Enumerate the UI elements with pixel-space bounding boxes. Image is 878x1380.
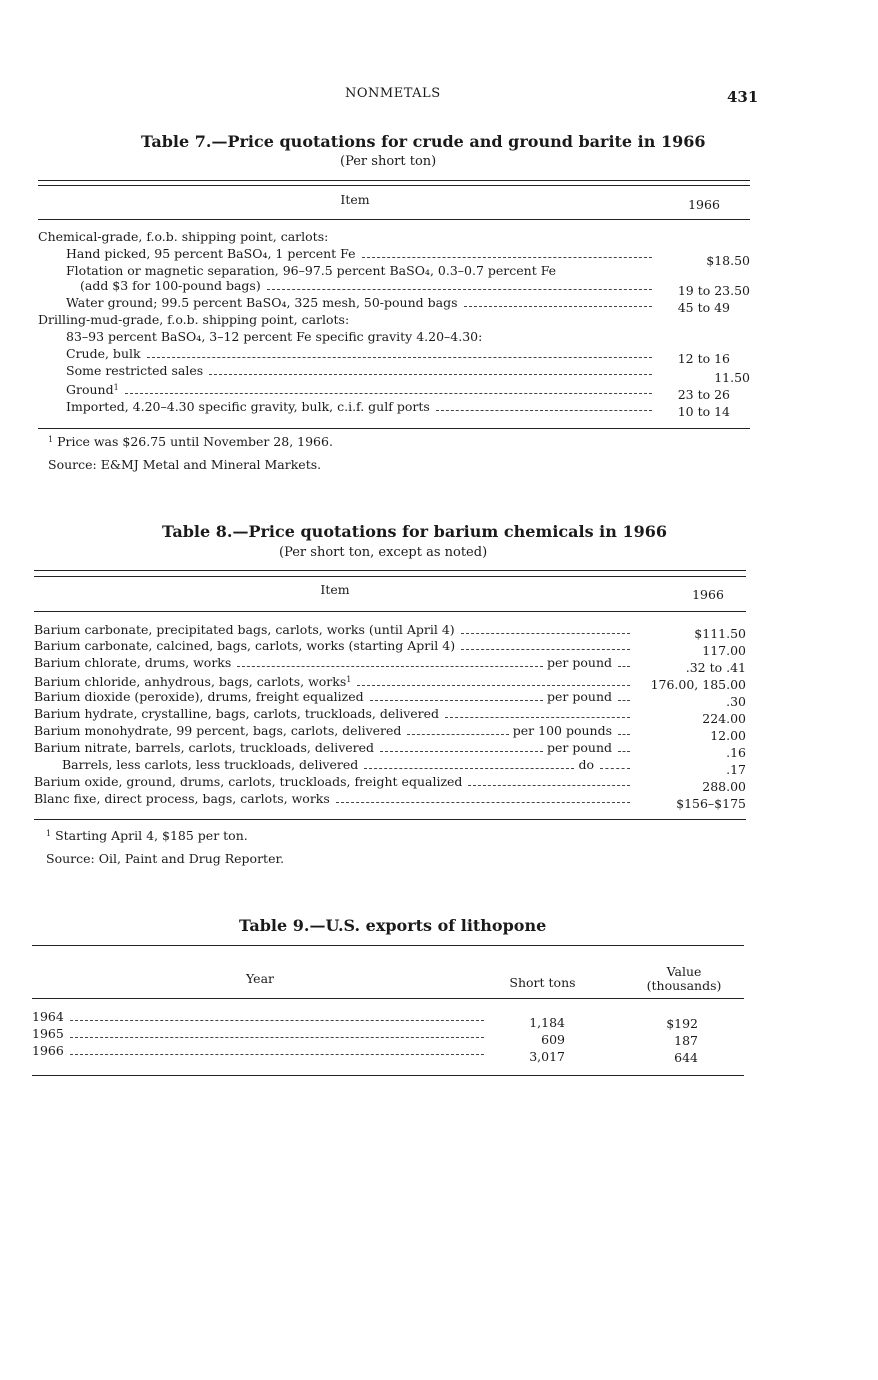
- t7-row-restricted-sales: [66, 363, 656, 378]
- t8-chloride-text: Barium chloride, anhydrous, bags, carlots, works: [34, 674, 347, 689]
- t8-row-barium-chlorate: [34, 655, 634, 670]
- t9-row-1964: [32, 1009, 488, 1024]
- t8-row-label: Barium dioxide (peroxide), drums, freight equalized: [34, 689, 364, 704]
- t8-value-r1: $111.50: [694, 626, 746, 641]
- t7-row-hand-picked: [66, 246, 656, 261]
- t7-footnote-text: Price was $26.75 until November 28, 1966.: [57, 434, 333, 449]
- t8-row-blanc-fixe: [34, 791, 634, 806]
- t8-row-label: Barium carbonate, calcined, bags, carlots, works (starting April 4): [34, 638, 456, 653]
- table-7-subtitle: (Per short ton): [340, 154, 437, 169]
- t7-row-crude-bulk: [66, 346, 656, 361]
- t8-row-barium-oxide: [34, 774, 634, 789]
- leader-dots: [364, 768, 574, 769]
- t7-row-flotation: Flotation or magnetic separation, 96–97.5 percent BaSO₄, 0.3–0.7 percent Fe: [66, 263, 557, 278]
- t8-value-r4: 176.00, 185.00: [650, 677, 746, 692]
- leader-dots: [125, 393, 652, 394]
- t9-value-1966: 644: [674, 1050, 698, 1065]
- leader-dots: [468, 785, 630, 786]
- t7-row-drilling-mud: Drilling-mud-grade, f.o.b. shipping point, carlots:: [38, 312, 350, 327]
- page-number: 431: [727, 88, 759, 106]
- leader-dots: [445, 717, 630, 718]
- leader-dots: [70, 1054, 484, 1055]
- t8-value-r7: 12.00: [710, 728, 746, 743]
- t8-value-r2: 117.00: [702, 643, 746, 658]
- leader-dots: [70, 1037, 484, 1038]
- t8-row-barium-dioxide: [34, 689, 634, 704]
- t8-unit: per pound: [547, 740, 612, 755]
- t8-row-label: Barium nitrate, barrels, carlots, truckloads, delivered: [34, 740, 375, 755]
- t7-row-label: Hand picked, 95 percent BaSO₄, 1 percent Fe: [66, 246, 356, 261]
- table-8-title: Table 8.—Price quotations for barium chemicals in 1966: [162, 522, 667, 541]
- leader-dots: [618, 666, 630, 667]
- table-7-header-rule: [38, 219, 750, 220]
- t8-row-barium-monohydrate: [34, 723, 634, 738]
- table-8-header-rule: [34, 611, 746, 612]
- table-7-title: Table 7.—Price quotations for crude and ground barite in 1966: [141, 132, 706, 151]
- leader-dots: [267, 289, 652, 290]
- table-7-col-1966: 1966: [688, 197, 720, 212]
- table-9-header-rule: [32, 998, 744, 999]
- t8-row-label: Barium oxide, ground, drums, carlots, truckloads, freight equalized: [34, 774, 463, 789]
- t8-row-label: Barium monohydrate, 99 percent, bags, carlots, delivered: [34, 723, 402, 738]
- leader-dots: [618, 751, 630, 752]
- running-head: NONMETALS: [345, 86, 441, 101]
- t8-value-r8: .16: [726, 745, 746, 760]
- t8-row-barium-chloride: [34, 672, 634, 689]
- table-9-col-value: Value: [666, 964, 702, 979]
- t9-value-1964: $192: [666, 1016, 698, 1031]
- t7-value-crude-bulk: 12 to 16: [677, 351, 730, 366]
- t8-unit: per 100 pounds: [512, 723, 612, 738]
- t7-row-ground: [66, 380, 656, 397]
- table-7-col-item: Item: [340, 192, 370, 207]
- table-8-bottom-rule: [34, 819, 746, 820]
- table-9-top-rule: [32, 945, 744, 946]
- t9-tons-1964: 1,184: [529, 1015, 565, 1030]
- t8-value-r3: .32 to .41: [685, 660, 746, 675]
- t8-row-label: Blanc fixe, direct process, bags, carlots, works: [34, 791, 330, 806]
- t7-row-label: Water ground; 99.5 percent BaSO₄, 325 mesh, 50-pound bags: [66, 295, 458, 310]
- leader-dots: [362, 257, 652, 258]
- leader-dots: [357, 685, 630, 686]
- leader-dots: [370, 700, 543, 701]
- leader-dots: [209, 374, 652, 375]
- t7-value-imported: 10 to 14: [677, 404, 730, 419]
- footnote-ref: 1: [346, 675, 352, 684]
- t8-unit: per pound: [547, 689, 612, 704]
- t7-row-label: (add $3 for 100-pound bags): [80, 278, 261, 293]
- t7-value-restricted-sales: 11.50: [714, 370, 750, 385]
- t8-value-r9: .17: [726, 762, 746, 777]
- t7-row-imported: [66, 399, 656, 414]
- t7-footnote: [48, 434, 333, 449]
- leader-dots: [461, 633, 630, 634]
- t7-row-label: [66, 380, 119, 397]
- t7-source: Source: E&MJ Metal and Mineral Markets.: [48, 457, 322, 472]
- footnote-mark: 1: [48, 435, 54, 444]
- t8-row-label: Barium carbonate, precipitated bags, carlots, works (until April 4): [34, 622, 455, 637]
- t7-row-chemical-grade: Chemical-grade, f.o.b. shipping point, carlots:: [38, 229, 329, 244]
- t8-row-label: Barrels, less carlots, less truckloads, delivered: [62, 757, 359, 772]
- t8-unit: do: [578, 757, 594, 772]
- t7-value-hand-picked: $18.50: [706, 253, 750, 268]
- leader-dots: [461, 649, 630, 650]
- t9-year: 1966: [32, 1043, 64, 1058]
- footnote-ref: 1: [113, 383, 119, 392]
- t8-value-r10: 288.00: [702, 779, 746, 794]
- table-9-col-year: Year: [246, 971, 274, 986]
- t8-row-barium-hydrate: [34, 706, 634, 721]
- table-8-col-1966: 1966: [692, 587, 724, 602]
- footnote-mark: 1: [46, 829, 52, 838]
- table-8-col-item: Item: [320, 582, 350, 597]
- t7-value-flotation: 19 to 23.50: [677, 283, 750, 298]
- leader-dots: [407, 734, 508, 735]
- t8-unit: per pound: [547, 655, 612, 670]
- t9-value-1965: 187: [674, 1033, 698, 1048]
- t7-row-label: Some restricted sales: [66, 363, 204, 378]
- t8-row-barium-carbonate-calcined: [34, 638, 634, 653]
- table-9-title: Table 9.—U.S. exports of lithopone: [239, 916, 547, 935]
- t8-row-label: Barium hydrate, crystalline, bags, carlots, truckloads, delivered: [34, 706, 440, 721]
- table-9-col-short-tons: Short tons: [509, 975, 576, 990]
- t8-value-r6: 224.00: [702, 711, 746, 726]
- t7-row-baso4-spec: 83–93 percent BaSO₄, 3–12 percent Fe specific gravity 4.20–4.30:: [66, 329, 483, 344]
- leader-dots: [147, 357, 652, 358]
- t9-row-1965: [32, 1026, 488, 1041]
- leader-dots: [380, 751, 543, 752]
- t9-year: 1965: [32, 1026, 64, 1041]
- table-7-top-rule-2: [38, 185, 750, 186]
- table-9-col-value-unit: (thousands): [646, 978, 722, 993]
- leader-dots: [464, 306, 652, 307]
- t7-row-label: Imported, 4.20–4.30 specific gravity, bulk, c.i.f. gulf ports: [66, 399, 430, 414]
- t9-tons-1966: 3,017: [529, 1049, 565, 1064]
- t8-value-r5: .30: [726, 694, 746, 709]
- table-9-bottom-rule: [32, 1075, 744, 1076]
- leader-dots: [618, 700, 630, 701]
- t7-value-water-ground: 45 to 49: [677, 300, 730, 315]
- t9-tons-1965: 609: [541, 1032, 565, 1047]
- table-8-top-rule: [34, 570, 746, 571]
- table-8-top-rule-2: [34, 576, 746, 577]
- t7-value-ground: 23 to 26: [677, 387, 730, 402]
- t8-row-barium-carbonate-precip: [34, 622, 634, 637]
- t7-row-label: Crude, bulk: [66, 346, 141, 361]
- leader-dots: [618, 734, 630, 735]
- t7-ground-text: Ground: [66, 382, 114, 397]
- table-8-subtitle: (Per short ton, except as noted): [279, 545, 488, 560]
- leader-dots: [600, 768, 630, 769]
- leader-dots: [436, 410, 652, 411]
- table-7-bottom-rule: [38, 428, 750, 429]
- t7-row-water-ground: [66, 295, 656, 310]
- t8-row-barium-nitrate: [34, 740, 634, 755]
- t9-year: 1964: [32, 1009, 64, 1024]
- t8-row-barrels-less-carlots: [62, 757, 634, 772]
- t8-footnote-text: Starting April 4, $185 per ton.: [55, 828, 248, 843]
- leader-dots: [237, 666, 543, 667]
- t8-footnote: [46, 828, 248, 843]
- t8-row-label: Barium chlorate, drums, works: [34, 655, 232, 670]
- leader-dots: [336, 802, 630, 803]
- t8-source: Source: Oil, Paint and Drug Reporter.: [46, 851, 285, 866]
- t8-row-label: [34, 672, 351, 689]
- t9-row-1966: [32, 1043, 488, 1058]
- t8-value-r11: $156–$175: [676, 796, 746, 811]
- table-7-top-rule: [38, 180, 750, 181]
- t7-row-flotation-cont: [80, 278, 656, 293]
- leader-dots: [70, 1020, 484, 1021]
